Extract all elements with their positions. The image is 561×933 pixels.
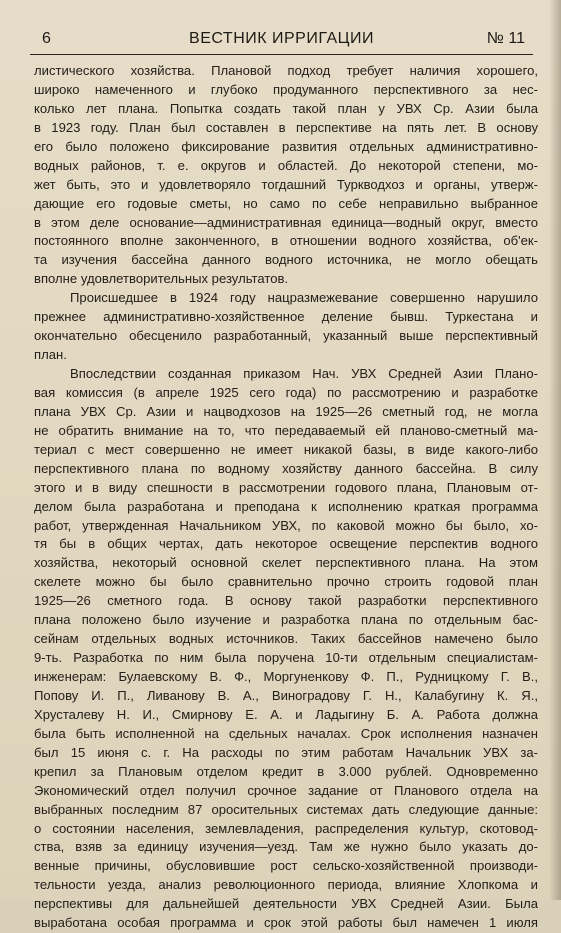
text-line: скелете можно бы было сравнительно прочно строить годовой план — [34, 574, 538, 590]
text-line: та изучения бассейна данного водного источника, не могло обещать — [34, 252, 538, 268]
text-line: перспективы для дальнейшей деятельности УВХ Средней Азии. Была — [34, 896, 538, 912]
text-line: хозяйства, некоторый основной скелет перспективного плана. На этом — [34, 555, 538, 571]
text-line: выработана особая программа и срок этой работы был намечен 1 июля — [34, 915, 538, 931]
text-line: делом была разработана и преподана к исполнению краткая программа — [34, 498, 538, 514]
article-body — [34, 62, 538, 933]
text-line: сейнам отдельных водных источников. Таких бассейнов намечено было — [34, 631, 538, 647]
text-line: водных районов, т. е. округов и областей. До некоторой степени, мо- — [34, 157, 538, 173]
text-line: этого и в виду спешности в рассмотрении годового плана, Плановым от- — [34, 479, 538, 495]
text-line: работ, утвержденная Начальником УВХ, по каковой можно бы было, хо- — [34, 517, 538, 533]
text-line: его было положено фиксирование развития отдельных административно- — [34, 138, 538, 154]
text-line: Экономический отдел получил срочное задание от Планового отдела на — [34, 782, 538, 798]
text-line: плана положено было изучение и разработка плана по отдельным бас- — [34, 612, 538, 628]
text-line: ства, взяв за единицу изучения—уезд. Там же нужно было указать до- — [34, 839, 538, 855]
text-line: териал с мест совершенно не имеет никакой базы, в виде какого-либо — [34, 441, 538, 457]
text-line: широко намеченного и глубоко продуманного перспективного за нес- — [34, 81, 538, 97]
text-line: венные причины, обусловившие рост сельско-хозяйственной производи- — [34, 858, 538, 874]
text-line: план. — [34, 347, 67, 363]
text-line: тельности уезда, анализ революционного периода, влияние Хлопкома и — [34, 877, 538, 893]
text-line: Хрусталеву Н. И., Смирнову Е. А. и Ладыгину Б. А. Работа должна — [34, 706, 538, 722]
text-line: дающие его годовые сметы, но само по себе неправильно выбранное — [34, 195, 538, 211]
text-line: выбранных последним 87 оросительных системах дать следующие данные: — [34, 801, 538, 817]
text-line: о состоянии населения, землевладения, распределения культур, скотовод- — [34, 820, 538, 836]
page-header — [30, 28, 533, 55]
text-line: крепил за Плановым отделом кредит в 3.000 рублей. Одновременно — [34, 763, 538, 779]
issue-number: № 11 — [486, 30, 525, 47]
text-line: Впоследствии созданная приказом Нач. УВХ Средней Азии Плано- — [70, 366, 538, 381]
text-line: был 15 июня с. г. На расходы по этим работам Начальник УВХ за- — [34, 744, 538, 760]
text-line: в этом деле основание—административная единица—водный округ, вместо — [34, 214, 538, 230]
text-line: тя бы в общих чертах, дать некоторое освещение перспектив водного — [34, 536, 538, 552]
page-number: 6 — [42, 30, 51, 47]
text-line: 9-ть. Разработка по ним была поручена 10-ти отдельным специалистам- — [34, 650, 538, 666]
text-line: не обратить внимание на то, что передаваемый ей планово-сметный ма- — [34, 422, 538, 438]
text-line: колько лет плана. Попытка создать такой план у УВХ Ср. Азии была — [34, 100, 538, 116]
text-line: перспективного плана по водному хозяйству данного бассейна. В силу — [34, 460, 538, 476]
text-line: вполне удовлетворительных результатов. — [34, 271, 289, 287]
text-line: была быть исполненной на сдельных началах. Срок исполнения назначен — [34, 725, 538, 741]
text-line: плана УВХ Ср. Азии и нацводхозов на 1925—26 сметный год, не могла — [34, 403, 538, 419]
text-line: Попову И. П., Ливанову В. А., Виноградову Г. Н., Калабугину К. Я., — [34, 687, 538, 703]
text-line: вая комиссия (в апреле 1925 сего года) по рассмотрению и разработке — [34, 384, 538, 400]
text-line: в 1923 году. План был составлен в перспективе на пять лет. В основу — [34, 119, 538, 135]
text-line: листического хозяйства. Плановой подход требует наличия хорошего, — [34, 63, 538, 78]
journal-title: ВЕСТНИК ИРРИГАЦИИ — [189, 30, 374, 47]
text-line: Происшедшее в 1924 году нацразмежевание совершенно нарушило — [70, 290, 538, 306]
text-line: жет быть, это и удовлетворяло тогдашний Туркводхоз и органы, утверж- — [34, 176, 538, 192]
text-line: инженерам: Булаевскому В. Ф., Моргуненкову Ф. П., Рудницкому Г. В., — [34, 669, 538, 684]
text-line: 1925—26 сметного года. В основу такой разработки перспективного — [34, 593, 538, 609]
text-line: окончательно обесценило разработанный, указанный выше перспективный — [34, 328, 538, 344]
text-line: прежнее административно-хозяйственное деление бывш. Туркестана и — [34, 309, 538, 325]
text-line: постоянного вполне законченного, в отношении водного хозяйства, об'ек- — [34, 233, 538, 249]
